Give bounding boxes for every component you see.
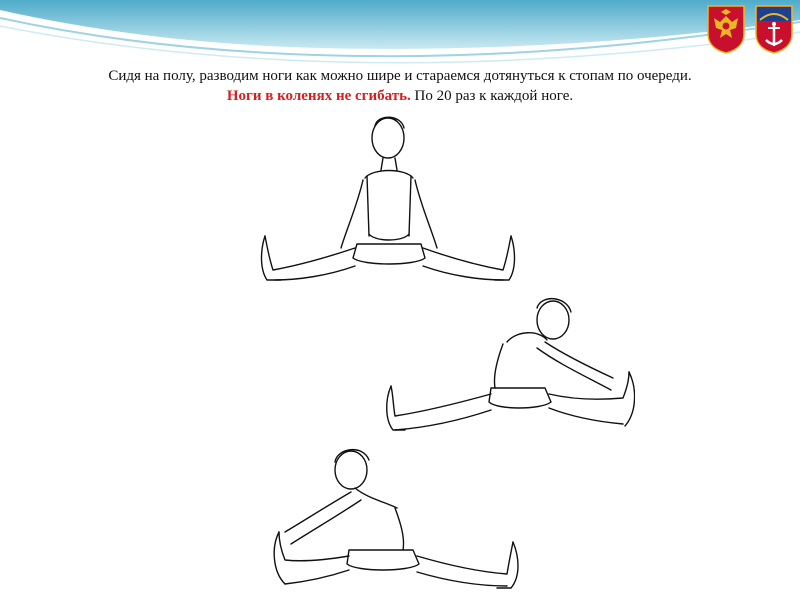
exercise-instructions xyxy=(20,66,780,106)
russian-coat-of-arms-icon xyxy=(706,4,746,54)
murmansk-oblast-coat-of-arms-icon xyxy=(754,4,794,54)
figure-reach-left xyxy=(274,450,518,588)
instruction-line-1: Сидя на полу, разводим ноги как можно шире и стараемся дотянуться к стопам по очереди. xyxy=(108,68,692,84)
figure-sitting-upright xyxy=(262,117,515,280)
figure-reach-right xyxy=(387,299,635,430)
instruction-emphasis: Ноги в коленях не сгибать. xyxy=(226,88,411,104)
instruction-repetitions: По 20 раз к каждой ноге. xyxy=(410,88,574,104)
exercise-illustration xyxy=(245,108,635,598)
instruction-line-2 xyxy=(20,86,780,106)
